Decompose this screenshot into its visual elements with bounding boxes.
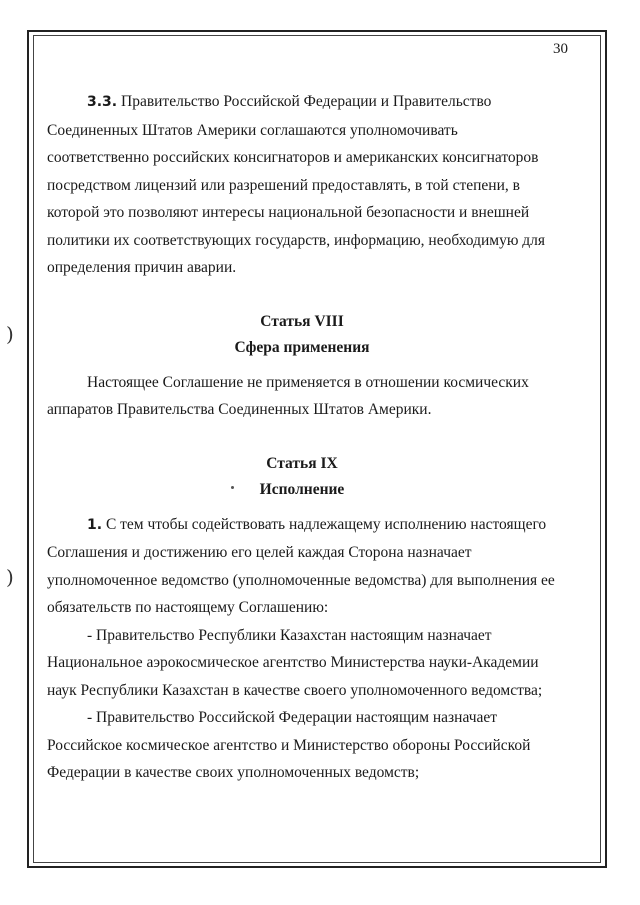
paragraph-3-3 (47, 88, 557, 282)
article-9-subtitle: Исполнение (259, 480, 345, 498)
article-9-paragraph-1 (47, 511, 557, 622)
page-number: 30 (553, 41, 568, 57)
article-8-subtitle: Сфера применения (234, 338, 370, 356)
list-item-kazakhstan: - Правительство Республики Казахстан настоящим назначает Национальное аэрокосмическое агентство Министерства науки-Академии наук Республики Казахстан в качестве своего уполномоченного ведомства; (47, 626, 543, 699)
paragraph-text: Правительство Российской Федерации и Правительство Соединенных Штатов Америки соглашаются уполномочивать соответственно российских консигнаторов и американских консигнаторов посредством лицензий или разрешений предоставлять, в той степени, в которой это позволяют интересы национальной безопасности и внешней политики их соответствующих государств, информацию, необходимую для определения причин аварии. (47, 93, 546, 276)
spacer (47, 361, 557, 369)
article-9-title: Статья IX (266, 454, 338, 472)
spacer (47, 503, 557, 511)
spacer (47, 424, 557, 451)
paragraph-number: 1. (87, 516, 103, 533)
document-body (47, 88, 557, 787)
article-8-title: Статья VIII (260, 312, 344, 330)
margin-mark-upper: ) (6, 322, 14, 346)
margin-mark-lower: ) (6, 565, 14, 589)
spacer (47, 282, 557, 309)
list-item-russia: - Правительство Российской Федерации настоящим назначает Российское космическое агентство и Министерство обороны Российской Федерации в качестве своих уполномоченных ведомств; (47, 709, 531, 781)
article-8-text: Настоящее Соглашение не применяется в отношении космических аппаратов Правительства Соединенных Штатов Америки. (47, 373, 529, 418)
paragraph-number: 3.3. (87, 94, 118, 110)
paragraph-text: С тем чтобы содействовать надлежащему исполнению настоящего Соглашения и достижению его целей каждая Сторона назначает уполномоченное ведомство (уполномоченные ведомства) для выполнения ее обязательств по настоящему Соглашению: (47, 515, 555, 616)
